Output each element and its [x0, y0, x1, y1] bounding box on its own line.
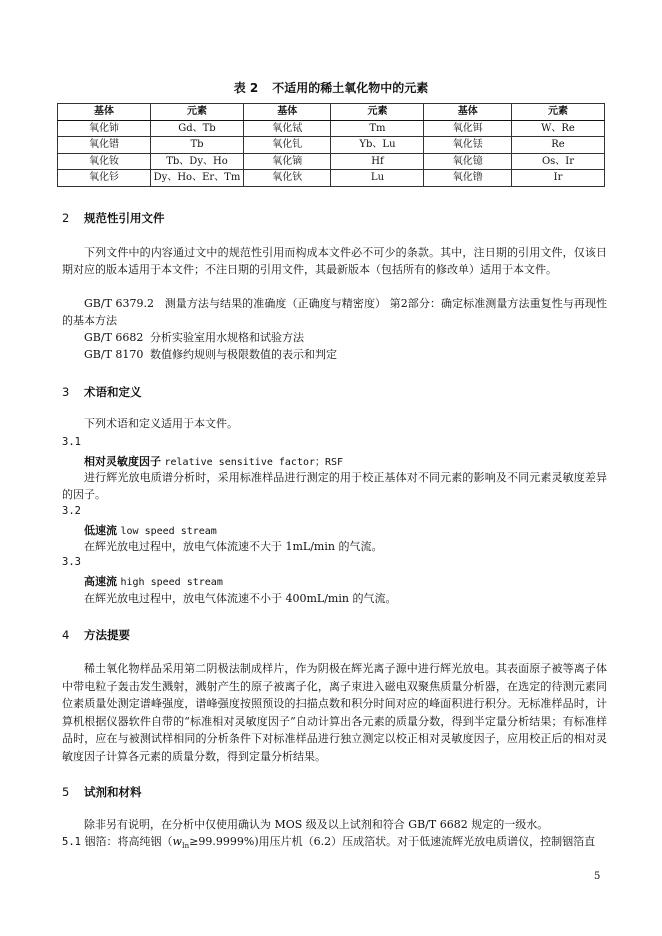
section-4-heading: [62, 627, 130, 643]
table-cell: 氧化铥: [424, 137, 512, 154]
table-cell: Hf: [331, 153, 424, 170]
section-5-intro: 除非另有说明，在分析中仅使用确认为 MOS 级及以上试剂和符合 GB/T 6682 规定的一级水。: [84, 818, 549, 831]
header-cell: 元素: [331, 104, 424, 121]
section-title: 试剂和材料: [84, 785, 142, 799]
table-cell: W、Re: [511, 120, 604, 137]
header-cell: 基体: [243, 104, 331, 121]
term-definition: 在辉光放电过程中，放电气体流速不大于 1mL/min 的气流。: [84, 540, 383, 553]
table-number: 表 2: [233, 81, 259, 95]
section-3-heading: [62, 384, 142, 400]
table-cell: 氧化镨: [58, 137, 151, 154]
table-cell: Tm: [331, 120, 424, 137]
element-table: [57, 103, 605, 187]
section-number: 3: [62, 385, 70, 399]
table-cell: 氧化镝: [243, 153, 331, 170]
reference-item: [62, 295, 607, 329]
item-number: 5.1: [62, 836, 81, 848]
term-en: relative sensitive factor；RSF: [164, 457, 344, 468]
table-cell: 氧化铽: [243, 120, 331, 137]
section-2-heading: [62, 210, 165, 226]
term-definition: 进行辉光放电质谱分析时，采用标准样品进行测定的用于校正基体对不同元素的影响及不同元素灵敏度差异的因子。: [62, 471, 607, 501]
term-zh: 相对灵敏度因子: [84, 455, 161, 468]
table-cell: 氧化镱: [424, 153, 512, 170]
table-cell: Lu: [331, 170, 424, 187]
section-4-body: 稀土氧化物样品采用第二阴极法制成样片，作为阴极在辉光离子源中进行辉光放电。其表面原子被等离子体中带电粒子轰击发生溅射，溅射产生的原子被离子化，离子束进入磁电双聚焦质量分析器，在选定的待测元素同位素质量处测定谱峰强度，谱峰强度按照预设的扫描点数和积分时间对应的峰面积进行积分。无标准样品时，计算机根据仪器软件自带的“标准相对灵敏度因子”自动计算出各元素的质量分数，得到半定量分析结果；有标准样品时，应在与被测试样相同的分析条件下对标准样品进行独立测定以校正相对灵敏度因子，应用校正后的相对灵敏度因子计算各元素的质量分数，得到定量分析结果。: [62, 662, 607, 763]
reference-item: [84, 346, 337, 363]
header-cell: 元素: [150, 104, 243, 121]
table-row: [58, 120, 605, 137]
header-cell: 基体: [424, 104, 512, 121]
table-cell: 氧化钬: [243, 170, 331, 187]
section-number: 2: [62, 211, 70, 225]
table-cell: 氧化钆: [243, 137, 331, 154]
table-cell: Re: [511, 137, 604, 154]
page-number: 5: [594, 871, 601, 882]
clause-number: 3.2: [62, 505, 81, 517]
section-title: 方法提要: [84, 628, 130, 642]
section-5-heading: [62, 784, 142, 800]
section-2-intro: 下列文件中的内容通过文中的规范性引用而构成本文件必不可少的条款。其中，注日期的引用文件，仅该日期对应的版本适用于本文件；不注日期的引用文件，其最新版本（包括所有的修改单）适用于本文件。: [62, 246, 607, 276]
term-heading: [84, 453, 343, 469]
reference-item: [84, 329, 304, 346]
table-cell: 氧化钐: [58, 170, 151, 187]
table-cell: 氧化镥: [424, 170, 512, 187]
clause-number: 3.3: [62, 556, 81, 568]
section-number: 5: [62, 785, 70, 799]
reference-title: 分析实验室用水规格和试验方法: [150, 331, 304, 344]
table-cell: 氧化铈: [58, 120, 151, 137]
item-text-post: ≥99.9999%)用压片机（6.2）压成箔状。对于低速流辉光放电质谱仪，控制铟箔直: [189, 835, 596, 848]
term-en: high speed stream: [120, 577, 223, 588]
table-title: 不适用的稀土氧化物中的元素: [272, 81, 429, 95]
table-cell: Gd、Tb: [150, 120, 243, 137]
reference-code: GB/T 8170: [84, 348, 144, 361]
reference-title: 测量方法与结果的准确度（正确度与精密度） 第2部分：确定标准测量方法重复性与再现性的基本方法: [62, 297, 607, 327]
term-en: low speed stream: [120, 526, 217, 537]
header-cell: 基体: [58, 104, 151, 121]
table-row: [58, 153, 605, 170]
table-header-row: [58, 104, 605, 121]
term-zh: 低速流: [84, 524, 117, 537]
section-title: 术语和定义: [84, 385, 142, 399]
table-cell: Dy、Ho、Er、Tm: [150, 170, 243, 187]
item-text-pre: 铟箔：将高纯铟（: [84, 835, 173, 848]
table-cell: 氧化钕: [58, 153, 151, 170]
header-cell: 元素: [511, 104, 604, 121]
term-zh: 高速流: [84, 575, 117, 588]
section-5-item: [62, 833, 595, 855]
reference-code: GB/T 6379.2: [84, 297, 154, 310]
table-cell: Ir: [511, 170, 604, 187]
table-cell: Tb: [150, 137, 243, 154]
section-3-intro: 下列术语和定义适用于本文件。: [84, 417, 238, 430]
reference-code: GB/T 6682: [84, 331, 144, 344]
term-heading: [84, 522, 217, 538]
clause-number: 3.1: [62, 436, 81, 448]
table-row: [58, 170, 605, 187]
section-title: 规范性引用文件: [84, 211, 165, 225]
term-definition: 在辉光放电过程中，放电气体流速不小于 400mL/min 的气流。: [84, 592, 397, 605]
table-caption: [0, 79, 662, 96]
table-cell: 氧化铒: [424, 120, 512, 137]
table-cell: Os、Ir: [511, 153, 604, 170]
section-number: 4: [62, 628, 70, 642]
table-cell: Tb、Dy、Ho: [150, 153, 243, 170]
item-symbol: w: [172, 835, 182, 848]
term-heading: [84, 573, 223, 589]
table-row: [58, 137, 605, 154]
reference-title: 数值修约规则与极限数值的表示和判定: [150, 348, 337, 361]
table-cell: Yb、Lu: [331, 137, 424, 154]
item-subscript: In: [181, 842, 190, 851]
